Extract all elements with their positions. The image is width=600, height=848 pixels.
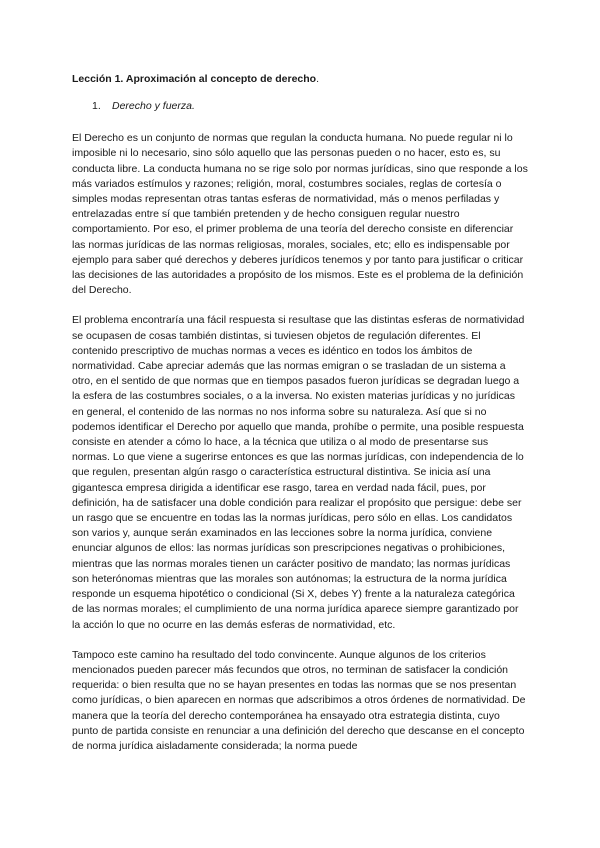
- lesson-title: [72, 72, 528, 87]
- lesson-title-bold: Lección 1. Aproximación al concepto de derecho: [72, 73, 317, 85]
- section-title: Derecho y fuerza.: [112, 100, 195, 112]
- section-heading: [92, 99, 528, 114]
- section-number: 1.: [92, 100, 101, 112]
- paragraph-2: El problema encontraría una fácil respuesta si resultase que las distintas esferas de normatividad se ocupasen de cosas también distintas, si tuviesen objetos de regulación diferentes. El contenido prescriptivo de muchas normas a veces es idéntico en todos los ámbitos de normatividad. Cabe apreciar además que las normas emigran o se trasladan de un sistema a otro, en el sentido de que normas que en tiempos pasados fueron jurídicas se degradan luego a la esfera de las costumbres sociales, o a la inversa. No existen materias jurídicas y no jurídicas en general, el contenido de las normas no nos informa sobre su naturaleza. Así que si no podemos identificar el Derecho por aquello que manda, prohíbe o permite, una posible respuesta consiste en atender a cómo lo hace, a la técnica que utiliza o al modo de presentarse sus normas. Lo que viene a sugerirse entonces es que las normas jurídicas, con independencia de lo que regulen, presentan algún rasgo o característica estructural distintiva. Se inicia así una gigantesca empresa dirigida a identificar ese rasgo, tarea en verdad nada fácil, pues, por definición, ha de satisfacer una doble condición para realizar el propósito que persigue: debe ser un rasgo que se encuentre en todas las la normas jurídicas, pero sólo en ellas. Los candidatos son varios y, aunque serán examinados en las lecciones sobre la norma jurídica, conviene enunciar algunos de ellos: las normas jurídicas son prescripciones negativas o prohibiciones, mientras que las normas morales tienen un carácter positivo de mandato; las normas jurídicas son heterónomas mientras que las morales son autónomas; la estructura de la norma jurídica responde un esquema hipotético o condicional (Si X, debes Y) frente a la naturaleza categórica de las normas morales; el cumplimiento de una norma jurídica aparece siempre garantizado por la acción lo que no ocurre en las demás esferas de normatividad, etc.: [72, 314, 525, 631]
- paragraph-3: Tampoco este camino ha resultado del todo convincente. Aunque algunos de los criterios mencionados pueden parecer más fecundos que otros, no terminan de satisfacer la condición requerida: o bien resulta que no se hayan presentes en todas las normas que se nos presentan como jurídicas, o bien aparecen en normas que adscribimos a otros órdenes de normatividad. De manera que la teoría del derecho contemporánea ha ensayado otra estrategia distinta, cuyo punto de partida consiste en renunciar a una definición del derecho que descanse en el concepto de norma jurídica aisladamente considerada; la norma puede: [72, 648, 526, 752]
- paragraph-1: El Derecho es un conjunto de normas que regulan la conducta humana. No puede regular ni lo imposible ni lo necesario, sino sólo aquello que las personas pueden o no hacer, esto es, su conducta libre. La conducta humana no se rige solo por normas jurídicas, sino que responde a los más variados estímulos y razones; religión, moral, costumbres sociales, reglas de cortesía o simples modas representan otras tantas esferas de normatividad, más o menos perfiladas y entrelazadas entre sí que también pretenden y de hecho consiguen regular nuestro comportamiento. Por eso, el primer problema de una teoría del derecho consiste en diferenciar las normas jurídicas de las normas religiosas, morales, sociales, etc; ello es indispensable por ejemplo para saber qué derechos y deberes jurídicos tenemos y por tanto para justificar o criticar las decisiones de las autoridades a propósito de los mismos. Este es el problema de la definición del Derecho.: [72, 132, 528, 297]
- lesson-title-period: .: [316, 73, 320, 85]
